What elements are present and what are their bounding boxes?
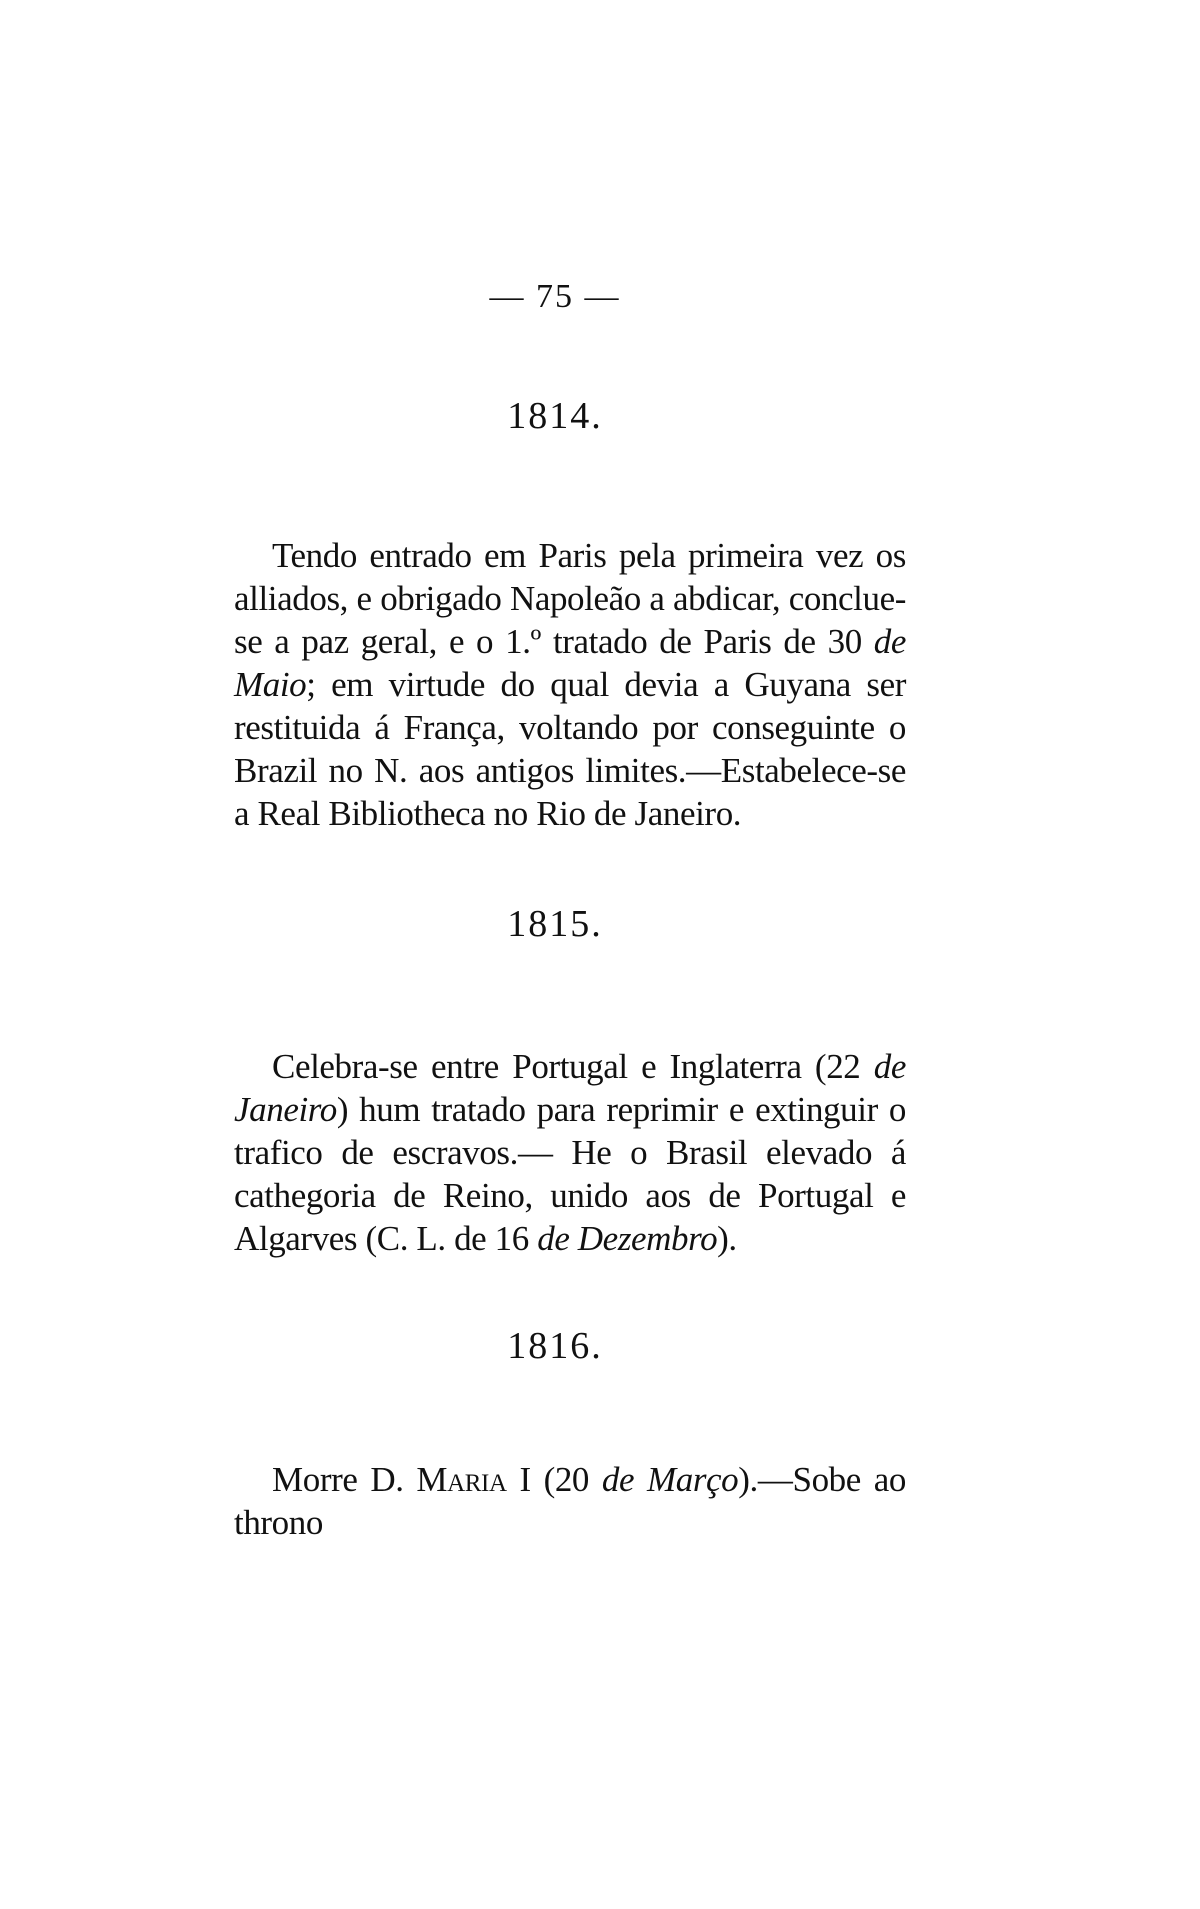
paragraph-text [234,1045,906,1260]
year-heading-1814: 1814. [507,395,603,437]
text-run: Celebra-se entre Portugal e Inglaterra (22 [272,1047,874,1086]
paragraph-1815 [234,1045,906,1260]
paragraph-1816 [234,1458,906,1544]
text-run: ; em virtude do qual devia a Guyana ser restituida á França, voltando por conseguinte o Brazil no N. aos antigos limites.—Estabelece-se a Real Bibliotheca no Rio de Janeiro. [234,665,906,833]
italic-text-run: de Maio [234,622,906,704]
text-run: ). [717,1219,737,1258]
text-run: Morre D. [272,1460,417,1499]
italic-text-run: de Março [601,1460,739,1499]
page-number: — 75 — [489,278,621,315]
text-run: ).—Sobe ao throno [234,1460,906,1542]
paragraph-text [234,534,906,835]
text-run: I (20 [506,1460,602,1499]
text-run: Tendo entrado em Paris pela primeira vez os alliados, e obrigado Napoleão a abdicar, conclue-se a paz geral, e o 1.º tratado de Paris de 30 [234,536,906,661]
text-run: ) hum tratado para reprimir e extinguir o trafico de escravos.— He o Brasil elevado á cathegoria de Reino, unido aos de Portugal e Algarves (C. L. de 16 [234,1090,906,1258]
small-caps-text-run: Maria [416,1460,507,1499]
paragraph-text [234,1458,906,1544]
italic-text-run: de Janeiro [234,1047,906,1129]
year-heading-1815: 1815. [507,903,603,945]
italic-text-run: de Dezembro [537,1219,718,1258]
paragraph-1814 [234,534,906,835]
year-heading-1816: 1816. [507,1325,603,1367]
